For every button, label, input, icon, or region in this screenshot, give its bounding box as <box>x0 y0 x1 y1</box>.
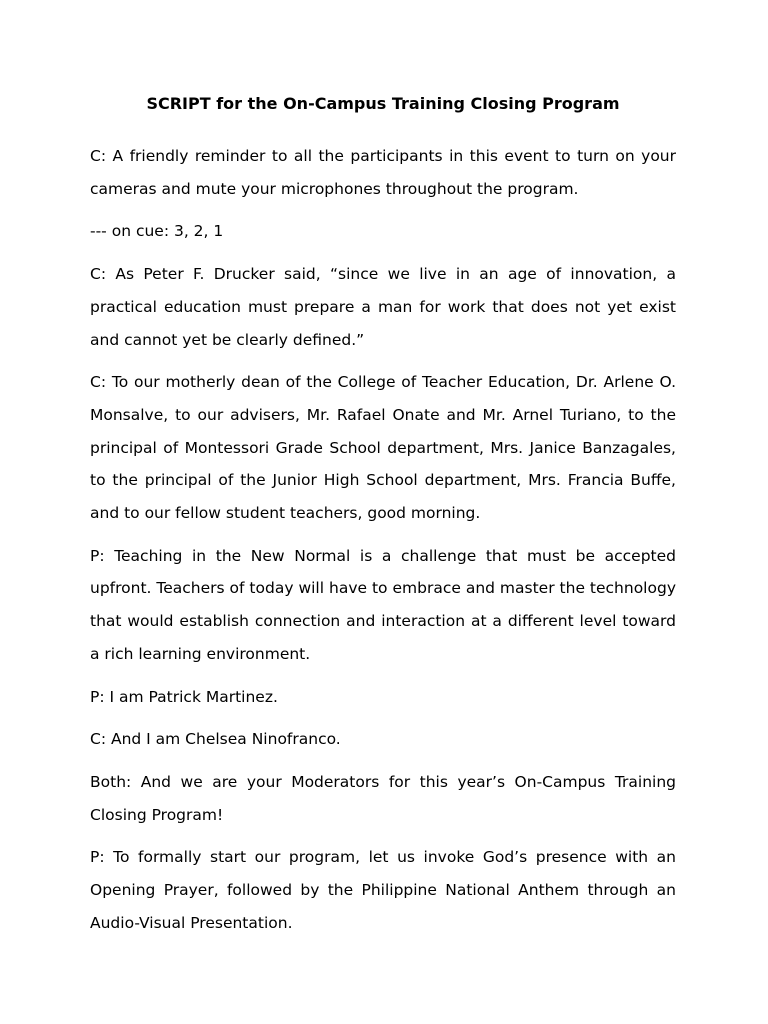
paragraph-opening-prayer: P: To formally start our program, let us invoke God’s presence with an Opening Prayer, followed by the Philippine National Anthem through an Audio-Visual Presentation. <box>90 848 676 932</box>
paragraph-cue: --- on cue: 3, 2, 1 <box>90 222 224 241</box>
paragraph-greeting: C: To our motherly dean of the College of Teacher Education, Dr. Arlene O. Monsalve, to our advisers, Mr. Rafael Onate and Mr. Arnel Turiano, to the principal of Montessori Grade School department, Mrs. Janice Banzagales, to the principal of the Junior High School department, Mrs. Francia Buffe, and to our fellow student teachers, good morning. <box>90 373 676 523</box>
paragraph-reminder: C: A friendly reminder to all the participants in this event to turn on your cameras and mute your microphones throughout the program. <box>90 147 676 198</box>
document-title: SCRIPT for the On-Campus Training Closing Program <box>146 94 620 113</box>
paragraph-moderators: Both: And we are your Moderators for this year’s On-Campus Training Closing Program! <box>90 772 676 824</box>
paragraph-new-normal: P: Teaching in the New Normal is a challenge that must be accepted upfront. Teachers of today will have to embrace and master the technology that would establish connection and interaction at a different level toward a rich learning environment. <box>90 546 676 663</box>
paragraph-drucker-quote: C: As Peter F. Drucker said, “since we live in an age of innovation, a practical education must prepare a man for work that does not yet exist and cannot yet be clearly defined.” <box>90 265 676 349</box>
document-page <box>90 94 676 949</box>
paragraph-chelsea-intro: C: And I am Chelsea Ninofranco. <box>90 730 341 749</box>
paragraph-patrick-intro: P: I am Patrick Martinez. <box>90 687 278 706</box>
